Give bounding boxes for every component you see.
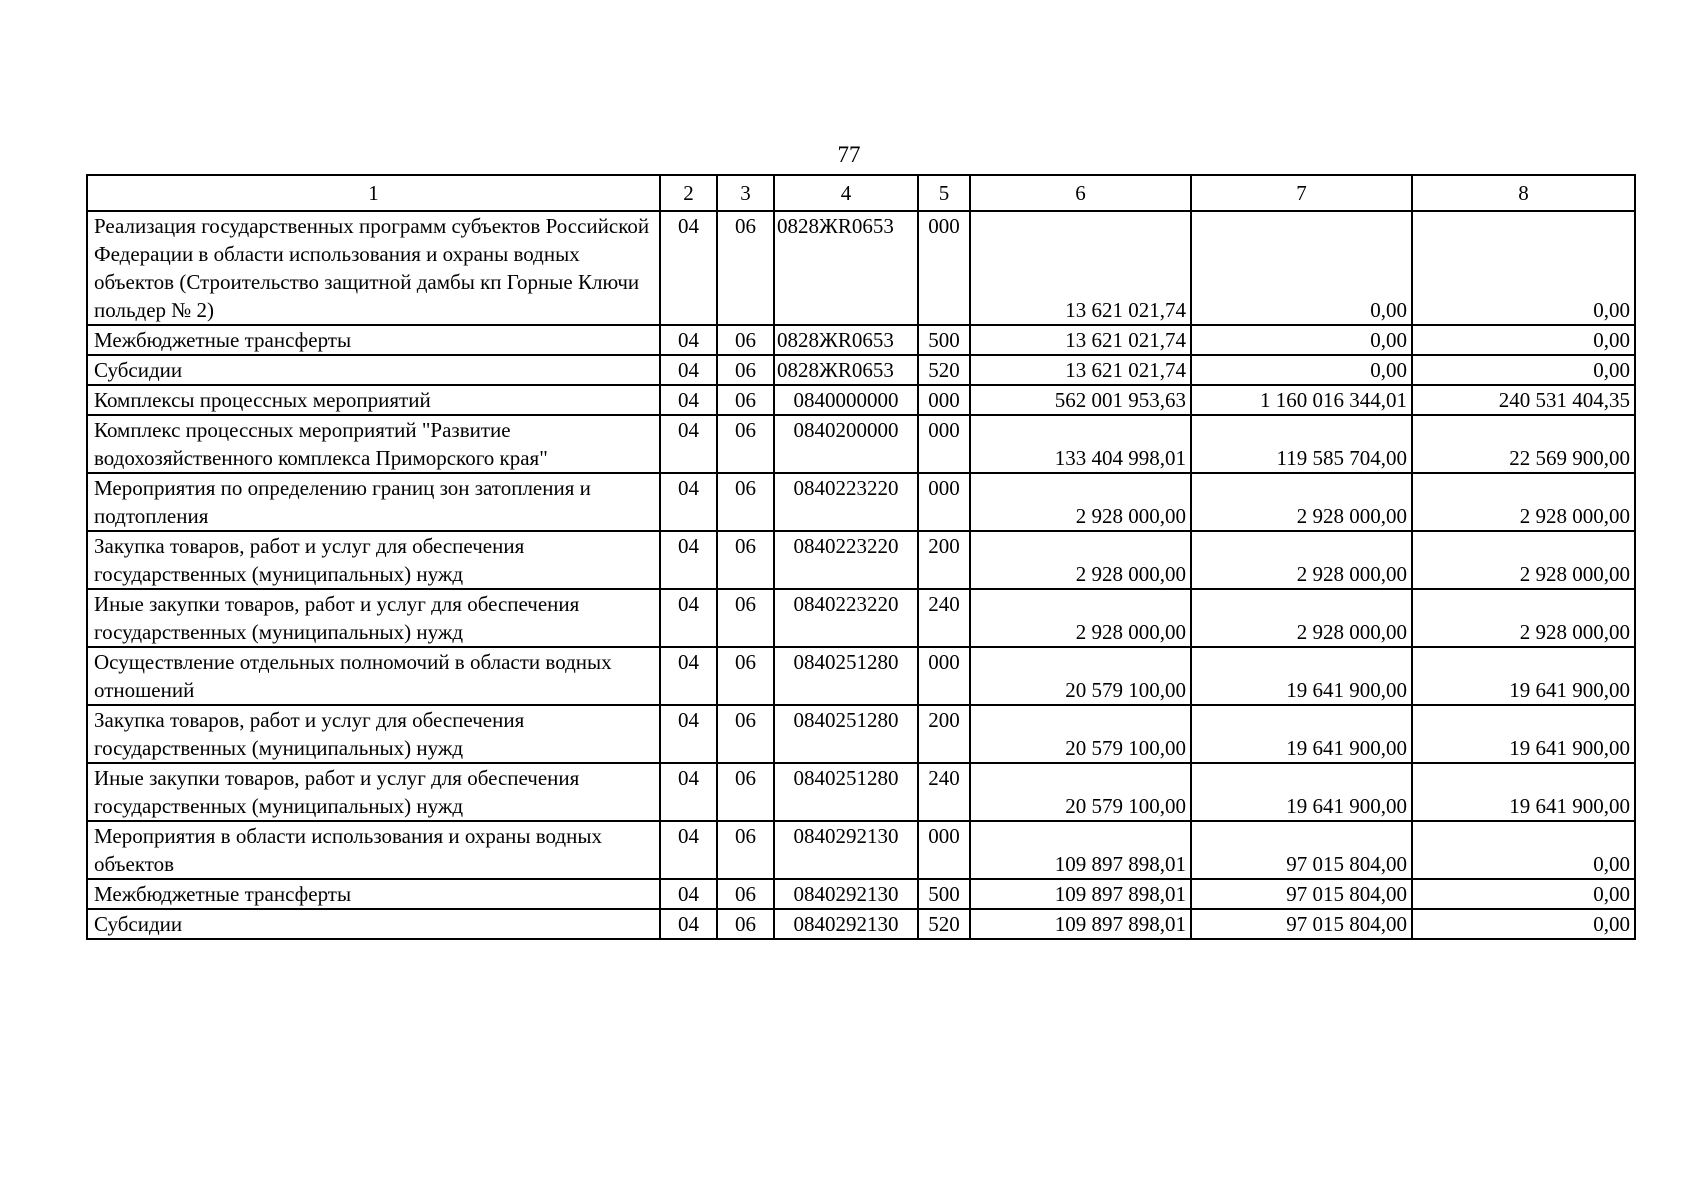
amount-col7-cell: 97 015 804,00 [1191,821,1412,879]
row-name-cell: Мероприятия в области использования и охраны водных объектов [87,821,660,879]
amount-col7-cell: 2 928 000,00 [1191,589,1412,647]
target-article-cell: 0828ЖR0653 [774,325,918,355]
amount-col8-cell: 2 928 000,00 [1412,589,1635,647]
column-header: 1 [87,175,660,211]
amount-col8-cell: 2 928 000,00 [1412,473,1635,531]
amount-col8-cell: 0,00 [1412,211,1635,325]
amount-col7-cell: 119 585 704,00 [1191,415,1412,473]
amount-col6-cell: 2 928 000,00 [970,473,1191,531]
amount-col8-cell: 19 641 900,00 [1412,705,1635,763]
amount-col6-cell: 109 897 898,01 [970,879,1191,909]
amount-col6-cell: 20 579 100,00 [970,705,1191,763]
target-article-cell: 0840223220 [774,473,918,531]
amount-col7-cell: 19 641 900,00 [1191,763,1412,821]
table-row [87,589,1635,647]
row-name-cell: Комплексы процессных мероприятий [87,385,660,415]
amount-col7-cell: 0,00 [1191,325,1412,355]
expense-type-cell: 200 [918,531,970,589]
row-name-cell: Иные закупки товаров, работ и услуг для обеспечения государственных (муниципальных) нужд [87,763,660,821]
amount-col8-cell: 0,00 [1412,325,1635,355]
table-row [87,385,1635,415]
amount-col7-cell: 0,00 [1191,355,1412,385]
column-header: 4 [774,175,918,211]
amount-col8-cell: 19 641 900,00 [1412,763,1635,821]
expense-type-cell: 240 [918,763,970,821]
target-article-cell: 0840292130 [774,879,918,909]
table-row [87,325,1635,355]
column-header: 5 [918,175,970,211]
target-article-cell: 0840251280 [774,705,918,763]
expense-type-cell: 520 [918,909,970,939]
column-header: 6 [970,175,1191,211]
section-code-cell: 04 [660,763,717,821]
amount-col8-cell: 19 641 900,00 [1412,647,1635,705]
table-row [87,705,1635,763]
column-header: 3 [717,175,774,211]
section-code-cell: 04 [660,355,717,385]
subsection-code-cell: 06 [717,211,774,325]
amount-col8-cell: 0,00 [1412,355,1635,385]
row-name-cell: Субсидии [87,909,660,939]
amount-col6-cell: 2 928 000,00 [970,531,1191,589]
subsection-code-cell: 06 [717,705,774,763]
row-name-cell: Межбюджетные трансферты [87,879,660,909]
target-article-cell: 0840223220 [774,531,918,589]
expense-type-cell: 000 [918,211,970,325]
target-article-cell: 0840251280 [774,763,918,821]
expense-type-cell: 000 [918,415,970,473]
amount-col8-cell: 22 569 900,00 [1412,415,1635,473]
subsection-code-cell: 06 [717,821,774,879]
target-article-cell: 0840292130 [774,821,918,879]
amount-col6-cell: 20 579 100,00 [970,647,1191,705]
amount-col7-cell: 19 641 900,00 [1191,705,1412,763]
amount-col7-cell: 2 928 000,00 [1191,531,1412,589]
subsection-code-cell: 06 [717,879,774,909]
subsection-code-cell: 06 [717,355,774,385]
amount-col8-cell: 0,00 [1412,879,1635,909]
table-row [87,415,1635,473]
target-article-cell: 0840223220 [774,589,918,647]
expense-type-cell: 000 [918,821,970,879]
table-row [87,211,1635,325]
column-header: 7 [1191,175,1412,211]
amount-col7-cell: 0,00 [1191,211,1412,325]
amount-col7-cell: 19 641 900,00 [1191,647,1412,705]
table-row [87,909,1635,939]
amount-col6-cell: 133 404 998,01 [970,415,1191,473]
table-row [87,473,1635,531]
row-name-cell: Субсидии [87,355,660,385]
row-name-cell: Иные закупки товаров, работ и услуг для обеспечения государственных (муниципальных) нужд [87,589,660,647]
subsection-code-cell: 06 [717,531,774,589]
subsection-code-cell: 06 [717,415,774,473]
amount-col7-cell: 97 015 804,00 [1191,909,1412,939]
amount-col6-cell: 13 621 021,74 [970,325,1191,355]
expense-type-cell: 200 [918,705,970,763]
row-name-cell: Реализация государственных программ субъектов Российской Федерации в области использования и охраны водных объектов (Строительство защитной дамбы кп Горные Ключи польдер № 2) [87,211,660,325]
target-article-cell: 0828ЖR0653 [774,355,918,385]
section-code-cell: 04 [660,325,717,355]
subsection-code-cell: 06 [717,647,774,705]
table-row [87,763,1635,821]
section-code-cell: 04 [660,821,717,879]
amount-col6-cell: 13 621 021,74 [970,355,1191,385]
amount-col8-cell: 2 928 000,00 [1412,531,1635,589]
expense-type-cell: 000 [918,647,970,705]
section-code-cell: 04 [660,879,717,909]
row-name-cell: Комплекс процессных мероприятий "Развитие водохозяйственного комплекса Приморского края" [87,415,660,473]
amount-col8-cell: 0,00 [1412,909,1635,939]
target-article-cell: 0840000000 [774,385,918,415]
amount-col8-cell: 0,00 [1412,821,1635,879]
expense-type-cell: 520 [918,355,970,385]
expense-type-cell: 000 [918,385,970,415]
row-name-cell: Межбюджетные трансферты [87,325,660,355]
section-code-cell: 04 [660,415,717,473]
expense-type-cell: 000 [918,473,970,531]
target-article-cell: 0840292130 [774,909,918,939]
section-code-cell: 04 [660,647,717,705]
section-code-cell: 04 [660,909,717,939]
section-code-cell: 04 [660,385,717,415]
row-name-cell: Осуществление отдельных полномочий в области водных отношений [87,647,660,705]
section-code-cell: 04 [660,705,717,763]
section-code-cell: 04 [660,589,717,647]
column-header: 2 [660,175,717,211]
expense-type-cell: 500 [918,325,970,355]
section-code-cell: 04 [660,531,717,589]
row-name-cell: Мероприятия по определению границ зон затопления и подтопления [87,473,660,531]
amount-col6-cell: 20 579 100,00 [970,763,1191,821]
column-number-header-row [87,175,1635,211]
amount-col6-cell: 13 621 021,74 [970,211,1191,325]
column-header: 8 [1412,175,1635,211]
target-article-cell: 0840251280 [774,647,918,705]
table-row [87,647,1635,705]
table-row [87,821,1635,879]
page-number: 77 [837,142,861,167]
amount-col7-cell: 1 160 016 344,01 [1191,385,1412,415]
amount-col6-cell: 562 001 953,63 [970,385,1191,415]
subsection-code-cell: 06 [717,909,774,939]
amount-col6-cell: 109 897 898,01 [970,821,1191,879]
amount-col7-cell: 2 928 000,00 [1191,473,1412,531]
subsection-code-cell: 06 [717,385,774,415]
subsection-code-cell: 06 [717,473,774,531]
section-code-cell: 04 [660,211,717,325]
row-name-cell: Закупка товаров, работ и услуг для обеспечения государственных (муниципальных) нужд [87,531,660,589]
row-name-cell: Закупка товаров, работ и услуг для обеспечения государственных (муниципальных) нужд [87,705,660,763]
amount-col7-cell: 97 015 804,00 [1191,879,1412,909]
budget-table [86,174,1636,940]
target-article-cell: 0840200000 [774,415,918,473]
subsection-code-cell: 06 [717,325,774,355]
subsection-code-cell: 06 [717,763,774,821]
section-code-cell: 04 [660,473,717,531]
expense-type-cell: 240 [918,589,970,647]
table-row [87,355,1635,385]
amount-col6-cell: 109 897 898,01 [970,909,1191,939]
expense-type-cell: 500 [918,879,970,909]
target-article-cell: 0828ЖR0653 [774,211,918,325]
amount-col6-cell: 2 928 000,00 [970,589,1191,647]
table-row [87,879,1635,909]
table-row [87,531,1635,589]
amount-col8-cell: 240 531 404,35 [1412,385,1635,415]
subsection-code-cell: 06 [717,589,774,647]
